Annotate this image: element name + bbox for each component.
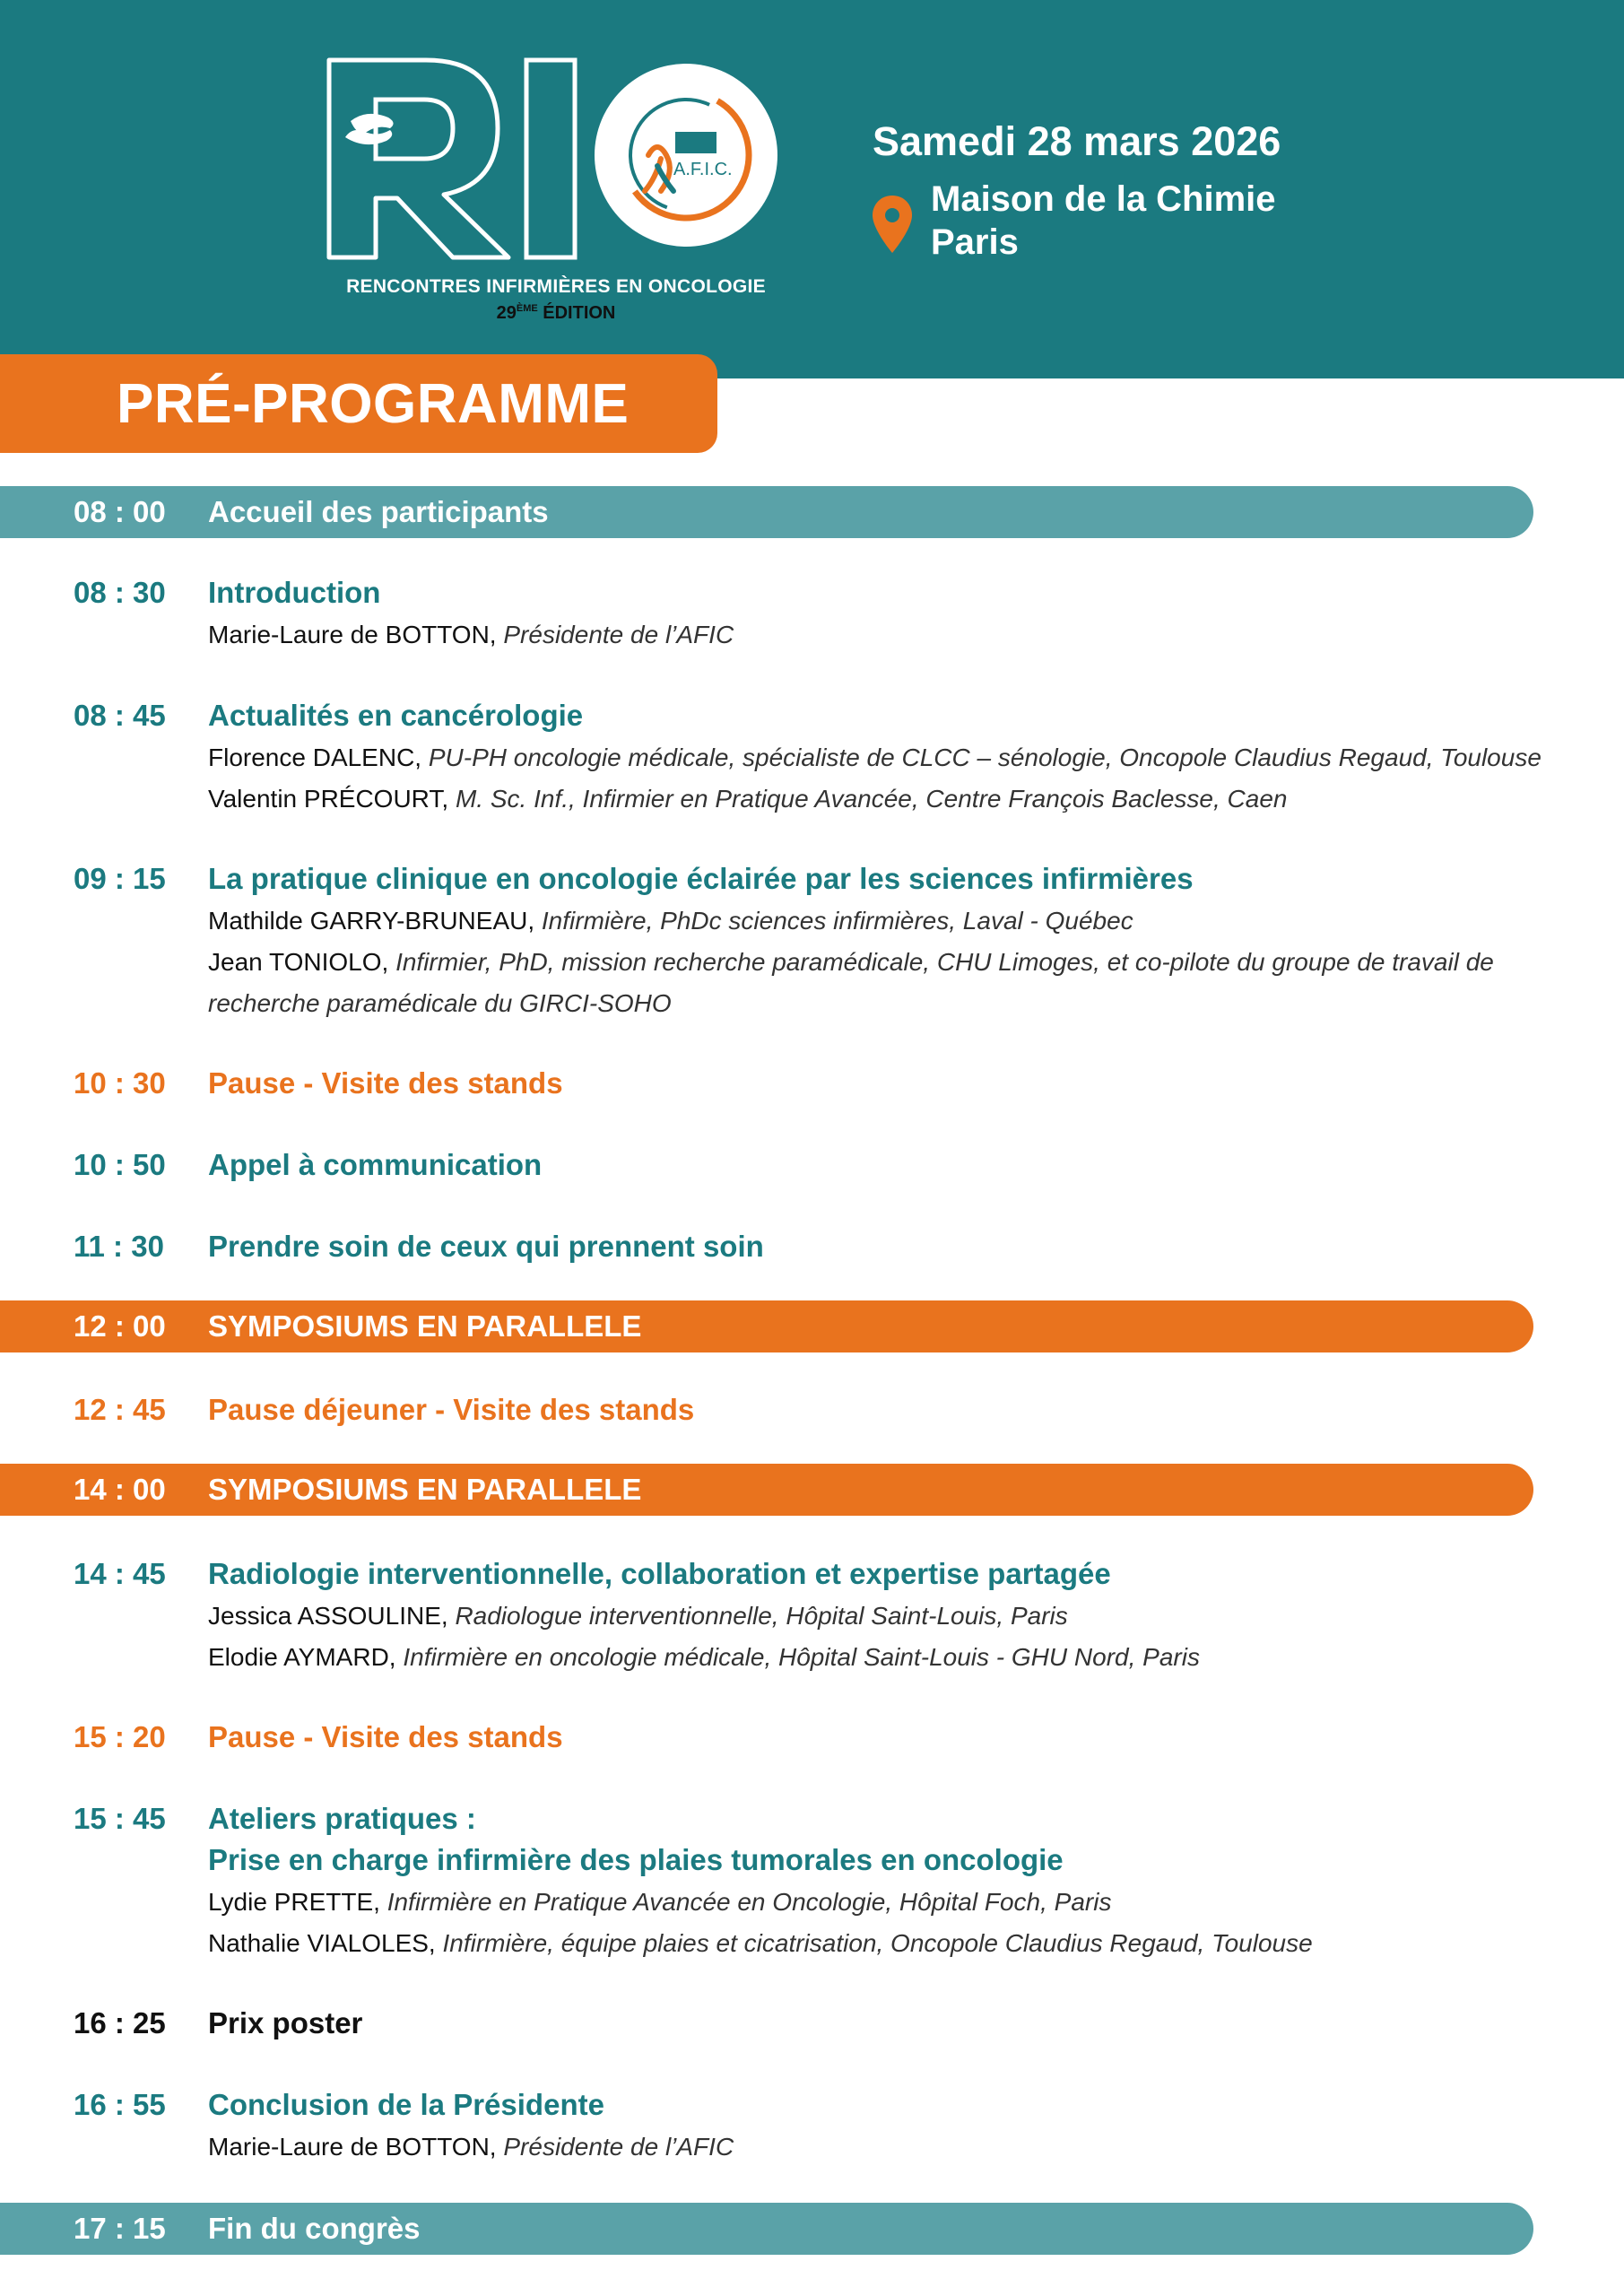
location-pin-icon (870, 194, 915, 255)
session-time: 14 : 45 (74, 1557, 166, 1590)
session-title: Actualités en cancérologie (208, 699, 584, 732)
session-time: 16 : 55 (74, 2088, 166, 2121)
session-subtitle: Prise en charge infirmière des plaies tumorales en oncologie (208, 1843, 1064, 1876)
speaker-line: Marie-Laure de BOTTON, Présidente de l’AFIC (208, 2133, 734, 2161)
session-time: 15 : 45 (74, 1802, 166, 1835)
session-title: SYMPOSIUMS EN PARALLELE (208, 1473, 642, 1506)
speaker-line: Florence DALENC, PU-PH oncologie médicale, spécialiste de CLCC – sénologie, Oncopole Claudius Regaud, Toulouse (208, 744, 1541, 771)
session-time: 08 : 00 (74, 495, 166, 528)
session-title: Accueil des participants (208, 495, 549, 528)
session-time: 12 : 45 (74, 1393, 166, 1426)
speaker-line: Valentin PRÉCOURT, M. Sc. Inf., Infirmier en Pratique Avancée, Centre François Baclesse, Caen (208, 785, 1288, 813)
session-title: Prendre soin de ceux qui prennent soin (208, 1230, 764, 1263)
session-time: 10 : 30 (74, 1066, 166, 1100)
session-time: 10 : 50 (74, 1148, 166, 1181)
page-title: PRÉ-PROGRAMME (117, 373, 630, 435)
session-title: Conclusion de la Présidente (208, 2088, 604, 2121)
speaker-line: Elodie AYMARD, Infirmière en oncologie médicale, Hôpital Saint-Louis - GHU Nord, Paris (208, 1643, 1200, 1671)
header-banner (0, 0, 1624, 378)
session-time: 08 : 30 (74, 576, 166, 609)
edition-label: 29ÈME ÉDITION (496, 303, 616, 323)
speaker-line: Lydie PRETTE, Infirmière en Pratique Avancée en Oncologie, Hôpital Foch, Paris (208, 1888, 1112, 1916)
hands-icon (345, 114, 394, 144)
session-title: Fin du congrès (208, 2212, 421, 2245)
programme-banner (0, 354, 717, 453)
speaker-line: Marie-Laure de BOTTON, Présidente de l’AFIC (208, 621, 734, 648)
rio-logo (318, 49, 794, 274)
session-title: Prix poster (208, 2006, 363, 2039)
event-subtitle: RENCONTRES INFIRMIÈRES EN ONCOLOGIE (346, 276, 766, 297)
session-title: Ateliers pratiques : (208, 1802, 476, 1835)
session-title: Pause - Visite des stands (208, 1720, 563, 1753)
session-title: Appel à communication (208, 1148, 543, 1181)
session-title: Pause déjeuner - Visite des stands (208, 1393, 695, 1426)
session-title: Introduction (208, 576, 381, 609)
session-time: 15 : 20 (74, 1720, 166, 1753)
session-title: SYMPOSIUMS EN PARALLELE (208, 1309, 642, 1343)
speaker-line: Jean TONIOLO, Infirmier, PhD, mission recherche paramédicale, CHU Limoges, et co-pilote du groupe de travail de (208, 948, 1494, 976)
session-time: 16 : 25 (74, 2006, 166, 2039)
session-title: La pratique clinique en oncologie éclairée par les sciences infirmières (208, 862, 1194, 895)
svg-text:A.F.I.C.: A.F.I.C. (673, 160, 733, 179)
session-time: 09 : 15 (74, 862, 166, 895)
session-time: 11 : 30 (74, 1230, 164, 1263)
event-venue: Maison de la Chimie Paris (931, 179, 1276, 262)
speaker-line: Jessica ASSOULINE, Radiologue interventionnelle, Hôpital Saint-Louis, Paris (208, 1602, 1068, 1630)
speaker-line: Mathilde GARRY-BRUNEAU, Infirmière, PhDc sciences infirmières, Laval - Québec (208, 907, 1133, 935)
session-title: Radiologie interventionnelle, collaboration et expertise partagée (208, 1557, 1111, 1590)
speaker-line-continued: recherche paramédicale du GIRCI-SOHO (208, 989, 672, 1017)
session-time: 12 : 00 (74, 1309, 166, 1343)
session-time: 14 : 00 (74, 1473, 166, 1506)
event-date: Samedi 28 mars 2026 (873, 118, 1281, 164)
session-time: 08 : 45 (74, 699, 166, 732)
speaker-line: Nathalie VIALOLES, Infirmière, équipe plaies et cicatrisation, Oncopole Claudius Regaud, Toulouse (208, 1929, 1313, 1957)
session-time: 17 : 15 (74, 2212, 166, 2245)
session-title: Pause - Visite des stands (208, 1066, 563, 1100)
